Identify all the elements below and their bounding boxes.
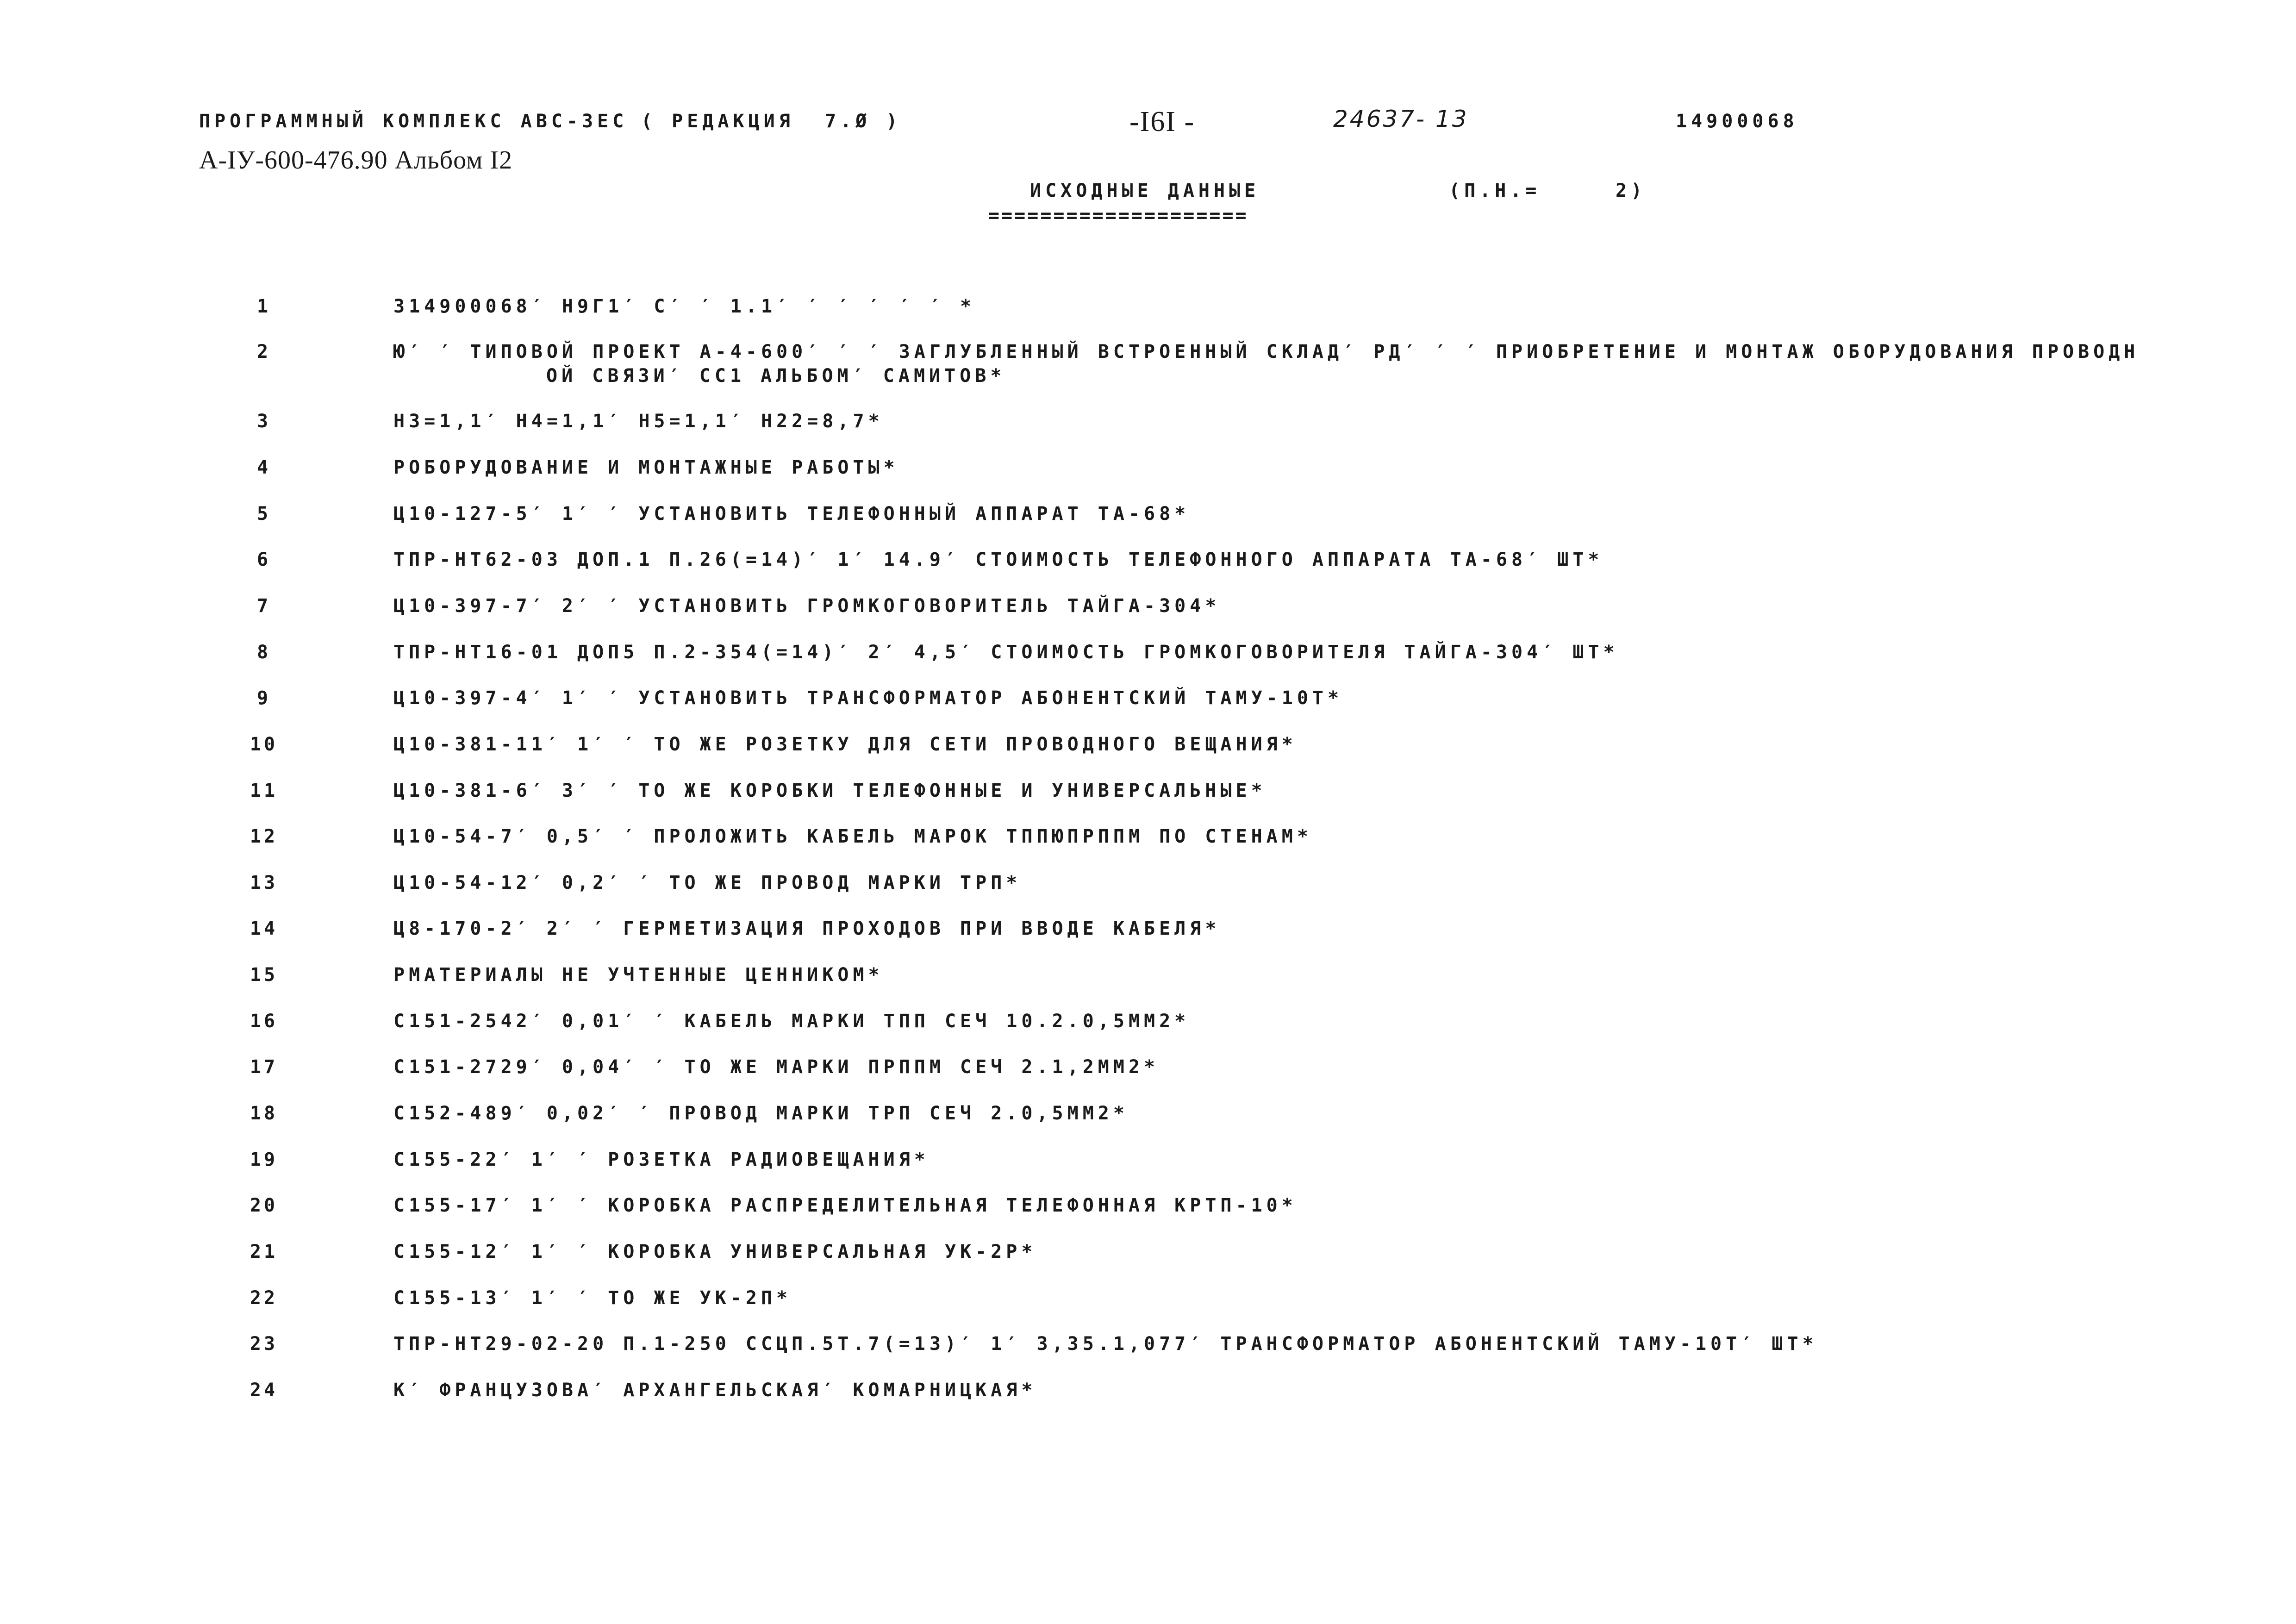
row-number: 22 [250, 1287, 278, 1309]
row-text: Ц10-397-4′ 1′ ′ УСТАНОВИТЬ ТРАНСФОРМАТОР АБОНЕНТСКИЙ ТАМУ-10Т* [393, 687, 1343, 709]
row-number: 15 [250, 964, 278, 986]
row-number: 1 [256, 296, 271, 317]
row-text: Н3=1,1′ Н4=1,1′ Н5=1,1′ Н22=8,7* [393, 411, 884, 432]
row-number: 12 [250, 826, 278, 847]
row-number: 24 [250, 1380, 278, 1401]
section-title: ИСХОДНЫЕ ДАННЫЕ [1030, 180, 1260, 201]
row-number: 14 [250, 918, 278, 939]
edition-label: ( РЕДАКЦИЯ 7.Ø ) [641, 111, 902, 132]
page-number: -I6I - [1129, 106, 1195, 137]
row-text: Ц8-170-2′ 2′ ′ ГЕРМЕТИЗАЦИЯ ПРОХОДОВ ПРИ ВВОДЕ КАБЕЛЯ* [393, 918, 1221, 939]
row-number: 11 [250, 780, 278, 801]
pn-value: 2) [1616, 180, 1647, 201]
row-number: 20 [250, 1195, 278, 1216]
album-label: А-IУ-600-476.90 Альбом I2 [199, 146, 513, 175]
row-number: 16 [250, 1011, 278, 1032]
row-text: С155-12′ 1′ ′ КОРОБКА УНИВЕРСАЛЬНАЯ УК-2Р* [393, 1241, 1037, 1262]
row-number: 23 [250, 1333, 278, 1355]
row-text: Ц10-381-11′ 1′ ′ ТО ЖЕ РОЗЕТКУ ДЛЯ СЕТИ ПРОВОДНОГО ВЕЩАНИЯ* [393, 734, 1297, 755]
row-text: С151-2542′ 0,01′ ′ КАБЕЛЬ МАРКИ ТПП СЕЧ 10.2.0,5ММ2* [393, 1011, 1190, 1032]
row-text: Ц10-397-7′ 2′ ′ УСТАНОВИТЬ ГРОМКОГОВОРИТЕЛЬ ТАЙГА-304* [393, 595, 1221, 617]
row-text: Ц10-54-7′ 0,5′ ′ ПРОЛОЖИТЬ КАБЕЛЬ МАРОК ТППЮПРППМ ПО СТЕНАМ* [393, 826, 1312, 847]
row-text: РМАТЕРИАЛЫ НЕ УЧТЕННЫЕ ЦЕННИКОМ* [393, 964, 884, 986]
row-number: 10 [250, 734, 278, 755]
document-code: 14900068 [1676, 111, 1798, 132]
row-number: 2 [256, 341, 271, 362]
program-title: ПРОГРАММНЫЙ КОМПЛЕКС АВС-3ЕС [199, 111, 628, 132]
handwritten-code: 24637- 13 [1333, 106, 1469, 132]
section-underline: ==================== [988, 205, 1248, 226]
row-number: 6 [256, 549, 271, 570]
row-number: 7 [256, 595, 271, 617]
row-text: Ц10-54-12′ 0,2′ ′ ТО ЖЕ ПРОВОД МАРКИ ТРП* [393, 872, 1022, 893]
row-number: 17 [250, 1056, 278, 1078]
row-text: С155-22′ 1′ ′ РОЗЕТКА РАДИОВЕЩАНИЯ* [393, 1149, 930, 1170]
row-text: Ц10-381-6′ 3′ ′ ТО ЖЕ КОРОБКИ ТЕЛЕФОННЫЕ И УНИВЕРСАЛЬНЫЕ* [393, 780, 1267, 801]
row-text: РОБОРУДОВАНИЕ И МОНТАЖНЫЕ РАБОТЫ* [393, 457, 899, 478]
row-text: С155-13′ 1′ ′ ТО ЖЕ УК-2П* [393, 1287, 792, 1309]
row-text: 314900068′ Н9Г1′ С′ ′ 1.1′ ′ ′ ′ ′ ′ * [393, 296, 976, 317]
pn-label: (П.Н.= [1449, 180, 1541, 201]
row-text: С152-489′ 0,02′ ′ ПРОВОД МАРКИ ТРП СЕЧ 2.0,5ММ2* [393, 1103, 1129, 1124]
row-number: 21 [250, 1241, 278, 1262]
row-number: 18 [250, 1103, 278, 1124]
row-text: С155-17′ 1′ ′ КОРОБКА РАСПРЕДЕЛИТЕЛЬНАЯ ТЕЛЕФОННАЯ КРТП-10* [393, 1195, 1297, 1216]
row-text-continuation: ОЙ СВЯЗИ′ СС1 АЛЬБОМ′ САМИТОВ* [546, 365, 1006, 387]
row-number: 13 [250, 872, 278, 893]
row-text: Ц10-127-5′ 1′ ′ УСТАНОВИТЬ ТЕЛЕФОННЫЙ АППАРАТ ТА-68* [393, 503, 1190, 525]
row-text: Ю′ ′ ТИПОВОЙ ПРОЕКТ А-4-600′ ′ ′ ЗАГЛУБЛЕННЫЙ ВСТРОЕННЫЙ СКЛАД′ РД′ ′ ′ ПРИОБРЕТЕНИЕ И МОНТАЖ ОБОРУДОВАНИЯ ПРОВОДН [393, 341, 2140, 362]
row-text: С151-2729′ 0,04′ ′ ТО ЖЕ МАРКИ ПРППМ СЕЧ 2.1,2ММ2* [393, 1056, 1160, 1078]
row-text: ТПР-НТ29-02-20 П.1-250 ССЦП.5Т.7(=13)′ 1′ 3,35.1,077′ ТРАНСФОРМАТОР АБОНЕНТСКИЙ ТАМУ-10Т′ ШТ* [393, 1333, 1818, 1355]
row-number: 9 [256, 687, 271, 709]
row-number: 19 [250, 1149, 278, 1170]
row-number: 3 [256, 411, 271, 432]
row-text: ТПР-НТ62-03 ДОП.1 П.26(=14)′ 1′ 14.9′ СТОИМОСТЬ ТЕЛЕФОННОГО АППАРАТА ТА-68′ ШТ* [393, 549, 1603, 570]
row-text: ТПР-НТ16-01 ДОП5 П.2-354(=14)′ 2′ 4,5′ СТОИМОСТЬ ГРОМКОГОВОРИТЕЛЯ ТАЙГА-304′ ШТ* [393, 642, 1619, 663]
row-number: 5 [256, 503, 271, 525]
row-number: 8 [256, 642, 271, 663]
row-number: 4 [256, 457, 271, 478]
row-text: К′ ФРАНЦУЗОВА′ АРХАНГЕЛЬСКАЯ′ КОМАРНИЦКАЯ* [393, 1380, 1037, 1401]
